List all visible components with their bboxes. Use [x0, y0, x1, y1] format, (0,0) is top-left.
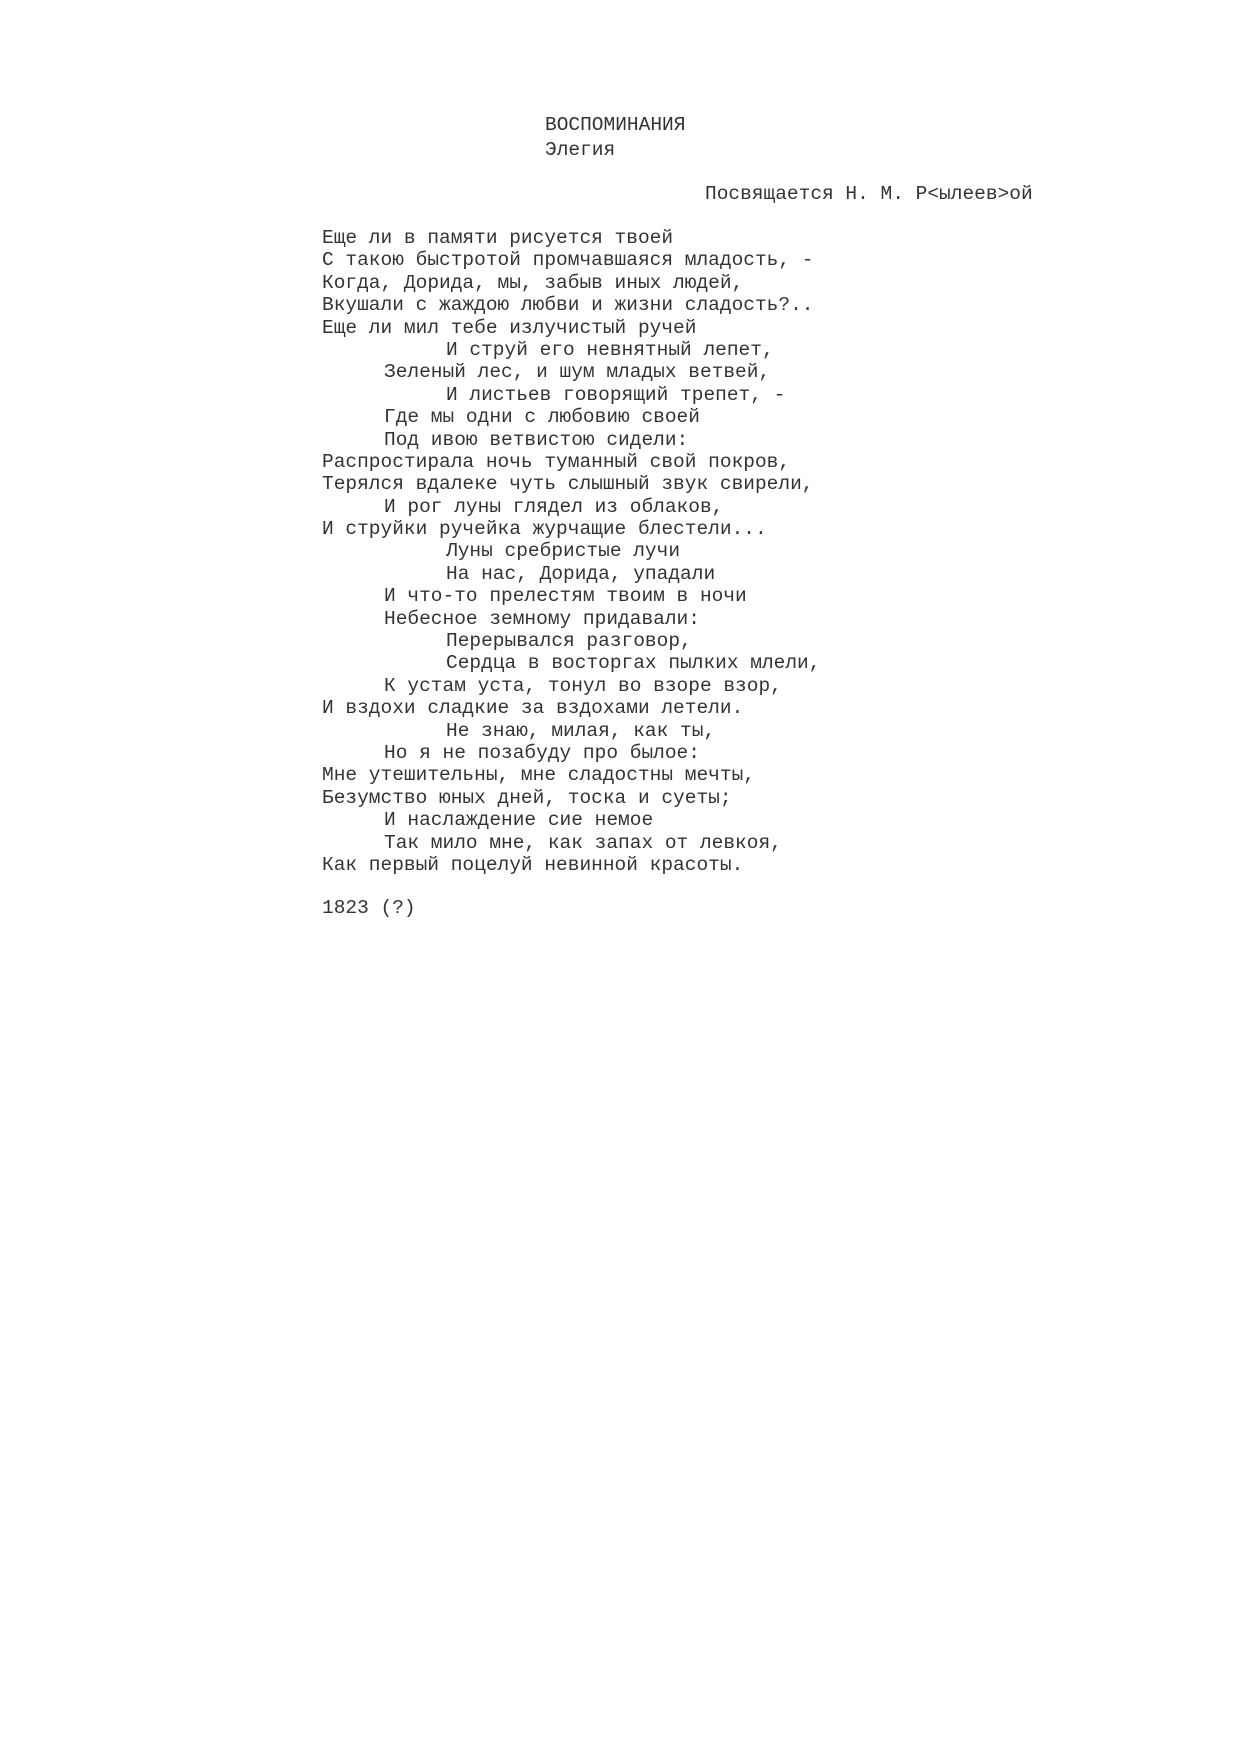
poem-line: Терялся вдалеке чуть слышный звук свирели,	[322, 473, 814, 496]
poem-line: Вкушали с жаждою любви и жизни сладость?..	[322, 294, 814, 317]
poem-line: И что-то прелестям твоим в ночи	[384, 585, 747, 608]
poem-line: С такою быстротой промчавшаяся младость, -	[322, 249, 814, 272]
poem-line: И наслаждение сие немое	[384, 809, 654, 832]
poem-line: Сердца в восторгах пылких млели,	[446, 652, 821, 675]
poem-line: Распростирала ночь туманный свой покров,	[322, 450, 791, 473]
poem-line: Мне утешительны, мне сладостны мечты,	[322, 764, 755, 787]
poem-line: Так мило мне, как запах от левкоя,	[384, 831, 782, 854]
poem-line: Но я не позабуду про былое:	[384, 741, 700, 764]
poem-line: Когда, Дорида, мы, забыв иных людей,	[322, 271, 744, 294]
poem-line: Перерывался разговор,	[446, 630, 692, 653]
poem-line: К устам уста, тонул во взоре взор,	[384, 674, 782, 697]
poem-body	[322, 227, 820, 876]
poem-line: Зеленый лес, и шум младых ветвей,	[384, 361, 771, 384]
poem-line: Как первый поцелуй невинной красоты.	[322, 853, 744, 876]
poem-line: Не знаю, милая, как ты,	[446, 719, 716, 742]
poem-line: Где мы одни с любовию своей	[384, 406, 700, 429]
poem-date: 1823 (?)	[322, 897, 416, 919]
poem-title: ВОСПОМИНАНИЯ	[545, 114, 686, 136]
poem-line: И струйки ручейка журчащие блестели...	[322, 518, 767, 541]
poem-line: Еще ли мил тебе излучистый ручей	[322, 316, 697, 339]
poem-line: Безумство юных дней, тоска и суеты;	[322, 786, 732, 809]
poem-line: На нас, Дорида, упадали	[446, 562, 716, 585]
poem-line: И струй его невнятный лепет,	[446, 338, 774, 361]
poem-line: Луны сребристые лучи	[446, 540, 681, 563]
poem-subtitle: Элегия	[545, 139, 616, 161]
poem-dedication: Посвящается Н. М. Р<ылеев>ой	[705, 183, 1033, 205]
poem-line: И листьев говорящий трепет, -	[446, 383, 786, 406]
poem-line: Небесное земному придавали:	[384, 607, 700, 630]
poem-line: Еще ли в памяти рисуется твоей	[322, 227, 674, 249]
poem-line: Под ивою ветвистою сидели:	[384, 428, 689, 451]
poem-line: И вздохи сладкие за вздохами летели.	[322, 697, 744, 720]
poem-line: И рог луны глядел из облаков,	[384, 495, 724, 518]
